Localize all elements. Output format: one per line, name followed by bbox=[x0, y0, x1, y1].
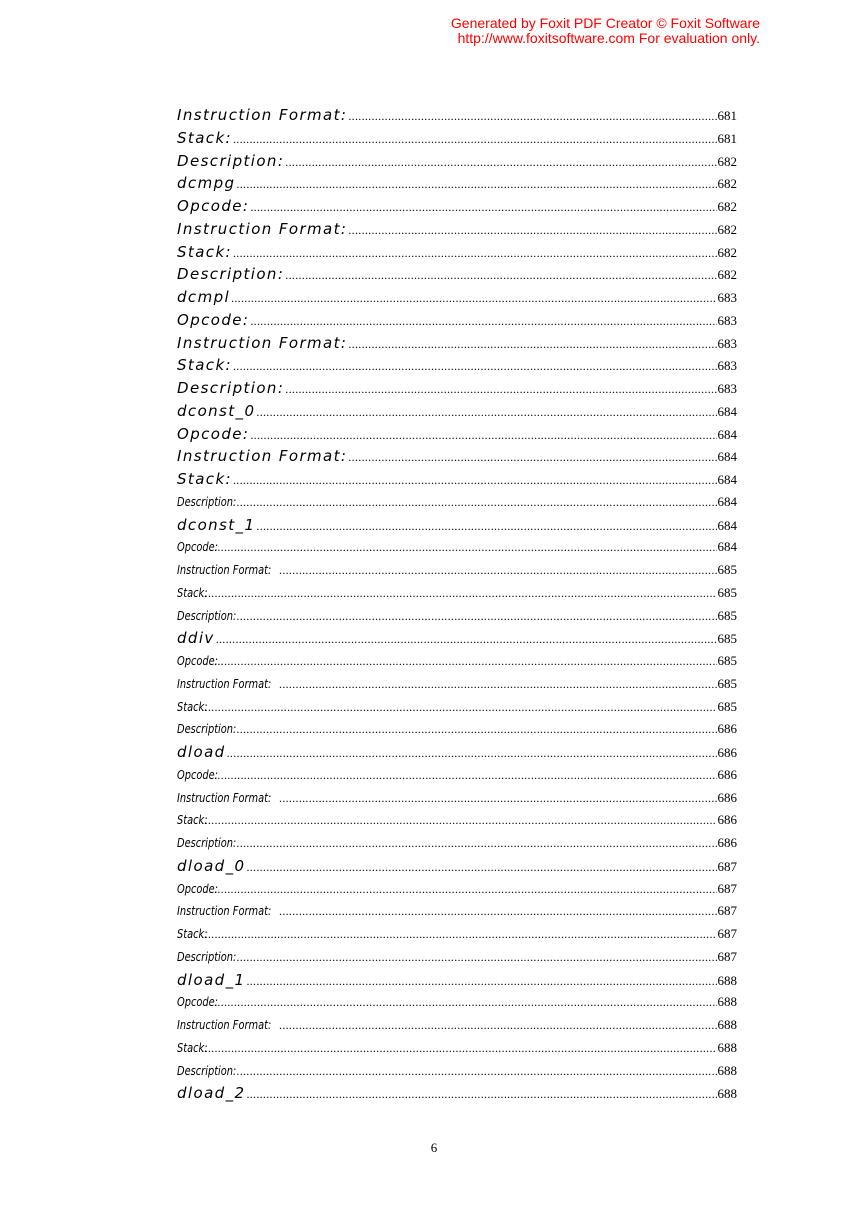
toc-entry-label: Description: bbox=[177, 265, 285, 284]
toc-entry[interactable] bbox=[177, 536, 737, 559]
toc-leader-dots bbox=[214, 650, 716, 673]
toc-entry-page: 684 bbox=[717, 517, 737, 533]
toc-entry[interactable] bbox=[177, 263, 737, 286]
toc-entry-label: Instruction Format: bbox=[177, 1018, 272, 1032]
toc-entry[interactable] bbox=[177, 150, 737, 173]
toc-leader-dots bbox=[348, 333, 716, 356]
toc-entry-page: 686 bbox=[717, 835, 737, 850]
toc-entry-label: Instruction Format: bbox=[177, 790, 272, 805]
toc-entry-page: 685 bbox=[717, 675, 737, 691]
toc-leader-dots bbox=[246, 1083, 716, 1106]
toc-entry[interactable] bbox=[177, 1082, 737, 1105]
toc-entry[interactable] bbox=[177, 354, 737, 377]
toc-entry-page: 686 bbox=[717, 721, 737, 737]
toc-entry-page: 682 bbox=[717, 267, 737, 283]
toc-leader-dots bbox=[201, 1037, 716, 1060]
toc-entry-page: 684 bbox=[717, 493, 737, 509]
toc-entry[interactable] bbox=[177, 923, 737, 946]
toc-entry[interactable] bbox=[177, 309, 737, 332]
toc-leader-dots bbox=[227, 742, 717, 765]
toc-leader-dots bbox=[250, 310, 716, 333]
toc-entry-page: 687 bbox=[717, 903, 737, 919]
toc-leader-dots bbox=[279, 787, 716, 810]
toc-entry-page: 681 bbox=[717, 130, 737, 146]
toc-entry[interactable] bbox=[177, 559, 737, 582]
toc-entry-page: 686 bbox=[717, 766, 737, 782]
toc-leader-dots bbox=[233, 242, 717, 265]
toc-entry-label: dconst_0 bbox=[177, 401, 256, 420]
toc-entry[interactable] bbox=[177, 491, 737, 514]
toc-entry-label: Description: bbox=[177, 379, 285, 397]
toc-leader-dots bbox=[236, 491, 716, 514]
toc-entry-page: 686 bbox=[717, 789, 737, 805]
toc-entry-label: Opcode: bbox=[177, 654, 219, 668]
toc-entry-label: Instruction Format: bbox=[177, 333, 348, 352]
toc-entry[interactable] bbox=[177, 423, 737, 446]
toc-entry[interactable] bbox=[177, 787, 737, 810]
toc-entry-label: dload_0 bbox=[177, 856, 246, 875]
toc-entry-page: 682 bbox=[717, 199, 737, 214]
toc-entry-page: 685 bbox=[717, 631, 737, 647]
toc-entry[interactable] bbox=[177, 627, 737, 650]
toc-entry-label: dcmpl bbox=[177, 288, 231, 306]
toc-leader-dots bbox=[348, 219, 716, 242]
toc-leader-dots bbox=[246, 856, 716, 879]
toc-entry-page: 684 bbox=[717, 472, 737, 487]
toc-entry[interactable] bbox=[177, 1014, 737, 1037]
toc-entry-page: 683 bbox=[717, 335, 737, 351]
toc-entry-page: 682 bbox=[717, 176, 737, 192]
table-of-contents bbox=[177, 104, 737, 1105]
toc-entry-page: 685 bbox=[717, 653, 737, 668]
toc-leader-dots bbox=[348, 446, 716, 469]
toc-entry-page: 682 bbox=[717, 153, 737, 169]
toc-leader-dots bbox=[214, 536, 716, 559]
toc-entry-label: Description: bbox=[177, 608, 237, 623]
toc-entry[interactable] bbox=[177, 900, 737, 923]
toc-entry-label: dcmpg bbox=[177, 174, 236, 193]
toc-leader-dots bbox=[233, 355, 717, 378]
toc-leader-dots bbox=[279, 1014, 716, 1037]
toc-entry-page: 685 bbox=[717, 584, 737, 600]
toc-entry-label: ddiv bbox=[177, 629, 215, 648]
toc-entry-label: Stack: bbox=[177, 699, 208, 714]
toc-entry-label: Stack: bbox=[177, 242, 232, 261]
toc-entry-label: Instruction Format: bbox=[177, 106, 348, 124]
toc-entry-page: 683 bbox=[717, 290, 737, 305]
toc-entry-label: Instruction Format: bbox=[177, 219, 348, 238]
toc-entry-page: 683 bbox=[717, 381, 737, 396]
toc-entry-page: 684 bbox=[717, 426, 737, 442]
toc-entry[interactable] bbox=[177, 764, 737, 787]
toc-leader-dots bbox=[214, 878, 716, 901]
toc-entry-label: Stack: bbox=[177, 128, 232, 147]
toc-leader-dots bbox=[236, 1060, 716, 1083]
toc-entry[interactable] bbox=[177, 718, 737, 741]
toc-entry[interactable] bbox=[177, 809, 737, 832]
toc-entry-page: 687 bbox=[717, 926, 737, 941]
toc-leader-dots bbox=[236, 832, 716, 855]
toc-entry-label: Opcode: bbox=[177, 881, 219, 896]
toc-entry[interactable] bbox=[177, 445, 737, 468]
toc-entry[interactable] bbox=[177, 332, 737, 355]
toc-leader-dots bbox=[285, 378, 716, 401]
toc-leader-dots bbox=[201, 696, 716, 719]
toc-entry-label: Instruction Format: bbox=[177, 676, 272, 691]
toc-leader-dots bbox=[214, 764, 716, 787]
toc-entry[interactable] bbox=[177, 195, 737, 218]
toc-leader-dots bbox=[216, 628, 717, 651]
toc-entry-label: Description: bbox=[177, 494, 237, 509]
toc-entry-page: 683 bbox=[717, 312, 737, 328]
toc-entry[interactable] bbox=[177, 696, 737, 719]
toc-entry-page: 687 bbox=[717, 948, 737, 964]
toc-entry-page: 685 bbox=[717, 607, 737, 623]
toc-leader-dots bbox=[236, 173, 716, 196]
toc-entry[interactable] bbox=[177, 673, 737, 696]
toc-leader-dots bbox=[236, 718, 716, 741]
toc-entry[interactable] bbox=[177, 582, 737, 605]
watermark-line-2: http://www.foxitsoftware.com For evaluation only. bbox=[457, 30, 760, 46]
toc-entry-label: Instruction Format: bbox=[177, 563, 272, 577]
toc-entry[interactable] bbox=[177, 650, 737, 673]
toc-entry-label: Opcode: bbox=[177, 310, 250, 329]
toc-entry-page: 685 bbox=[717, 698, 737, 714]
toc-leader-dots bbox=[348, 105, 716, 128]
toc-entry-page: 687 bbox=[717, 858, 737, 874]
toc-leader-dots bbox=[246, 970, 716, 993]
toc-entry[interactable] bbox=[177, 514, 737, 537]
toc-leader-dots bbox=[201, 809, 716, 832]
toc-entry[interactable] bbox=[177, 605, 737, 628]
toc-entry-page: 686 bbox=[717, 745, 737, 760]
watermark bbox=[430, 16, 760, 46]
toc-entry-label: Opcode: bbox=[177, 540, 219, 555]
toc-entry-label: Instruction Format: bbox=[177, 904, 272, 919]
toc-leader-dots bbox=[250, 424, 716, 447]
toc-entry-label: Description: bbox=[177, 949, 237, 964]
toc-leader-dots bbox=[233, 128, 717, 151]
page-number: 6 bbox=[430, 1140, 438, 1155]
toc-entry-label: Description: bbox=[177, 836, 237, 850]
toc-entry-label: Stack: bbox=[177, 927, 208, 941]
toc-leader-dots bbox=[279, 673, 716, 696]
toc-entry-page: 688 bbox=[717, 994, 737, 1010]
toc-entry-page: 681 bbox=[717, 108, 737, 123]
toc-leader-dots bbox=[201, 923, 716, 946]
toc-leader-dots bbox=[256, 515, 716, 538]
toc-entry[interactable] bbox=[177, 969, 737, 992]
toc-entry[interactable] bbox=[177, 286, 737, 309]
toc-leader-dots bbox=[250, 196, 716, 219]
toc-entry[interactable] bbox=[177, 377, 737, 400]
toc-entry-label: Description: bbox=[177, 151, 285, 170]
toc-entry[interactable] bbox=[177, 104, 737, 127]
toc-entry-page: 688 bbox=[717, 972, 737, 988]
toc-entry-label: Opcode: bbox=[177, 767, 219, 782]
toc-entry[interactable] bbox=[177, 878, 737, 901]
toc-entry-label: Description: bbox=[177, 1063, 237, 1078]
toc-entry[interactable] bbox=[177, 991, 737, 1014]
toc-leader-dots bbox=[231, 287, 716, 310]
toc-entry-label: dconst_1 bbox=[177, 515, 256, 534]
toc-entry[interactable] bbox=[177, 832, 737, 855]
toc-leader-dots bbox=[279, 559, 716, 582]
toc-leader-dots bbox=[279, 900, 716, 923]
toc-entry-label: Instruction Format: bbox=[177, 447, 348, 466]
toc-entry-label: dload_2 bbox=[177, 1084, 246, 1103]
toc-entry-label: dload_1 bbox=[177, 970, 246, 989]
toc-entry-label: dload bbox=[177, 743, 226, 761]
toc-entry-page: 682 bbox=[717, 244, 737, 260]
toc-entry-page: 688 bbox=[717, 1039, 737, 1055]
toc-entry[interactable] bbox=[177, 741, 737, 764]
toc-entry-page: 682 bbox=[717, 221, 737, 237]
toc-leader-dots bbox=[214, 991, 716, 1014]
watermark-line-1: Generated by Foxit PDF Creator © Foxit Software bbox=[450, 15, 760, 31]
toc-entry[interactable] bbox=[177, 855, 737, 878]
toc-entry-label: Opcode: bbox=[177, 995, 219, 1010]
toc-entry-label: Opcode: bbox=[177, 424, 250, 443]
toc-entry-page: 685 bbox=[717, 562, 737, 577]
toc-entry-page: 684 bbox=[717, 403, 737, 419]
toc-entry-label: Opcode: bbox=[177, 197, 250, 215]
toc-entry[interactable] bbox=[177, 241, 737, 264]
toc-entry[interactable] bbox=[177, 1060, 737, 1083]
toc-entry[interactable] bbox=[177, 946, 737, 969]
toc-entry[interactable] bbox=[177, 127, 737, 150]
toc-leader-dots bbox=[285, 264, 716, 287]
toc-entry-label: Stack: bbox=[177, 470, 232, 488]
toc-entry-page: 688 bbox=[717, 1086, 737, 1102]
toc-entry-label: Stack: bbox=[177, 356, 232, 375]
toc-entry-page: 687 bbox=[717, 880, 737, 896]
toc-entry-label: Stack: bbox=[177, 1040, 208, 1055]
toc-leader-dots bbox=[285, 151, 716, 174]
toc-entry[interactable] bbox=[177, 468, 737, 491]
toc-entry-page: 688 bbox=[717, 1062, 737, 1078]
toc-entry-page: 686 bbox=[717, 812, 737, 828]
toc-entry-label: Stack: bbox=[177, 585, 208, 600]
toc-entry-page: 683 bbox=[717, 358, 737, 374]
toc-entry[interactable] bbox=[177, 1037, 737, 1060]
toc-entry[interactable] bbox=[177, 172, 737, 195]
toc-leader-dots bbox=[201, 582, 716, 605]
toc-entry-page: 684 bbox=[717, 449, 737, 465]
toc-entry[interactable] bbox=[177, 400, 737, 423]
toc-leader-dots bbox=[236, 946, 716, 969]
toc-entry[interactable] bbox=[177, 218, 737, 241]
toc-leader-dots bbox=[233, 469, 717, 492]
toc-leader-dots bbox=[256, 401, 716, 424]
toc-entry-label: Stack: bbox=[177, 813, 208, 828]
toc-entry-label: Description: bbox=[177, 722, 237, 737]
toc-entry-page: 684 bbox=[717, 539, 737, 555]
toc-leader-dots bbox=[236, 605, 716, 628]
toc-entry-page: 688 bbox=[717, 1017, 737, 1032]
